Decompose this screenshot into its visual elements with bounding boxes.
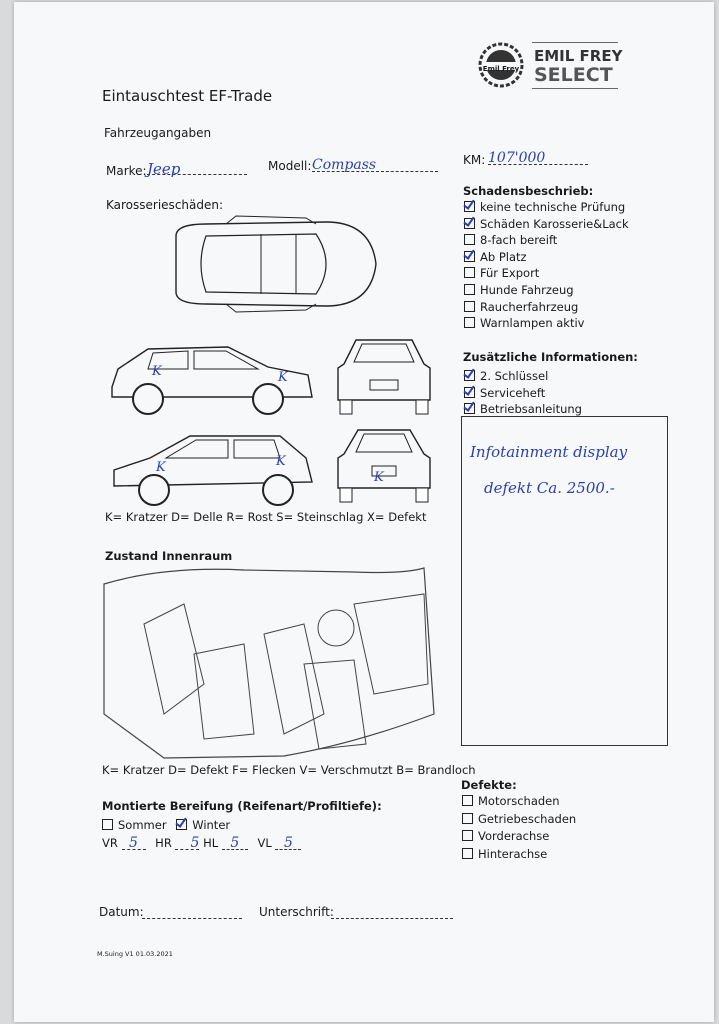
defect-item[interactable]: Hinterachse bbox=[462, 847, 576, 865]
defect-item[interactable]: Getriebeschaden bbox=[462, 812, 576, 830]
vl-label: VL bbox=[257, 836, 272, 850]
additional-info-list bbox=[464, 369, 582, 419]
winter-checkbox[interactable] bbox=[176, 819, 187, 830]
km-label: KM: bbox=[463, 153, 486, 167]
hr-value[interactable]: 5 bbox=[175, 835, 199, 850]
checkbox-icon[interactable] bbox=[464, 284, 475, 295]
damage-desc-item[interactable]: Schäden Karosserie&Lack bbox=[464, 217, 629, 234]
marke-field[interactable] bbox=[147, 159, 247, 178]
logo-line2: SELECT bbox=[534, 64, 613, 86]
winter-label: Winter bbox=[192, 818, 231, 832]
unterschrift-label: Unterschrift: bbox=[259, 905, 334, 919]
hl-value[interactable]: 5 bbox=[222, 835, 248, 850]
additional-info-heading: Zusätzliche Informationen: bbox=[463, 350, 638, 364]
km-value: 107'000 bbox=[488, 150, 588, 165]
checkbox-icon[interactable] bbox=[464, 251, 475, 262]
page-title: Eintauschtest EF-Trade bbox=[102, 87, 273, 105]
vr-value[interactable]: 5 bbox=[122, 835, 146, 850]
damage-mark-5: K bbox=[374, 470, 384, 485]
additional-item[interactable]: Betriebsanleitung bbox=[464, 402, 582, 419]
checkbox-icon[interactable] bbox=[464, 387, 475, 398]
vl-value[interactable]: 5 bbox=[275, 835, 301, 850]
damage-desc-list bbox=[464, 200, 629, 333]
defects-list bbox=[462, 794, 576, 864]
checkbox-icon[interactable] bbox=[464, 370, 475, 381]
damage-desc-item[interactable]: Hunde Fahrzeug bbox=[464, 283, 629, 300]
additional-item[interactable]: 2. Schlüssel bbox=[464, 369, 582, 386]
logo-line1: EMIL FREY bbox=[534, 47, 623, 65]
modell-label: Modell: bbox=[268, 159, 312, 173]
damage-desc-item[interactable]: 8-fach bereift bbox=[464, 233, 629, 250]
car-top-view-diagram bbox=[166, 216, 382, 312]
damage-mark-1: K bbox=[152, 364, 162, 379]
car-rear-diagram bbox=[332, 426, 436, 506]
additional-item[interactable]: Serviceheft bbox=[464, 386, 582, 403]
checkbox-icon[interactable] bbox=[464, 403, 475, 414]
defect-item[interactable]: Vorderachse bbox=[462, 829, 576, 847]
modell-field[interactable] bbox=[312, 154, 438, 173]
marke-value: Jeep bbox=[147, 160, 247, 175]
checkbox-icon[interactable] bbox=[462, 830, 473, 841]
interior-legend: K= Kratzer D= Defekt F= Flecken V= Verschmutzt B= Brandloch bbox=[102, 763, 476, 777]
version-note: M.Suing V1 01.03.2021 bbox=[97, 950, 173, 958]
vehicle-section-heading: Fahrzeugangaben bbox=[104, 126, 212, 140]
checkbox-icon[interactable] bbox=[464, 201, 475, 212]
modell-value: Compass bbox=[312, 157, 438, 172]
damage-mark-4: K bbox=[276, 454, 286, 469]
body-damage-legend: K= Kratzer D= Delle R= Rost S= Steinschlag X= Defekt bbox=[105, 510, 427, 524]
checkbox-icon[interactable] bbox=[464, 317, 475, 328]
checkbox-icon[interactable] bbox=[462, 813, 473, 824]
checkbox-icon[interactable] bbox=[462, 848, 473, 859]
defects-heading: Defekte: bbox=[461, 778, 517, 792]
datum-field[interactable] bbox=[142, 904, 242, 919]
checkbox-icon[interactable] bbox=[462, 795, 473, 806]
car-interior-diagram bbox=[104, 564, 436, 760]
interior-heading: Zustand Innenraum bbox=[105, 549, 233, 563]
logo-divider-bottom bbox=[532, 88, 618, 89]
unterschrift-field[interactable] bbox=[331, 904, 453, 919]
tire-depth-row bbox=[102, 835, 301, 850]
sommer-label: Sommer bbox=[118, 818, 167, 832]
checkbox-icon[interactable] bbox=[464, 234, 475, 245]
damage-desc-item[interactable]: keine technische Prüfung bbox=[464, 200, 629, 217]
km-field[interactable] bbox=[488, 147, 588, 166]
checkbox-icon[interactable] bbox=[464, 301, 475, 312]
marke-label: Marke: bbox=[106, 164, 147, 178]
note-line-1: Infotainment display bbox=[470, 443, 628, 461]
vr-label: VR bbox=[102, 836, 118, 850]
note-line-2: defekt Ca. 2500.- bbox=[484, 479, 615, 497]
sommer-checkbox[interactable] bbox=[102, 819, 113, 830]
tire-type-row bbox=[102, 818, 230, 832]
defect-item[interactable]: Motorschaden bbox=[462, 794, 576, 812]
form-sheet bbox=[14, 2, 714, 1022]
checkbox-icon[interactable] bbox=[464, 218, 475, 229]
damage-desc-item[interactable]: Warnlampen aktiv bbox=[464, 316, 629, 333]
car-front-diagram bbox=[332, 334, 436, 416]
hr-label: HR bbox=[155, 836, 172, 850]
body-damage-heading: Karosserieschäden: bbox=[106, 198, 224, 212]
notes-box[interactable] bbox=[461, 416, 668, 746]
checkbox-icon[interactable] bbox=[464, 267, 475, 278]
damage-mark-3: K bbox=[156, 460, 166, 475]
damage-mark-2: K bbox=[278, 370, 288, 385]
damage-desc-item[interactable]: Raucherfahrzeug bbox=[464, 300, 629, 317]
tires-heading: Montierte Bereifung (Reifenart/Profiltiefe): bbox=[102, 799, 382, 813]
car-right-side-diagram bbox=[110, 430, 316, 510]
damage-desc-item[interactable]: Ab Platz bbox=[464, 250, 629, 267]
logo-ring-text: Emil Frey bbox=[482, 65, 520, 73]
datum-label: Datum: bbox=[99, 905, 144, 919]
logo-divider bbox=[532, 42, 618, 43]
hl-label: HL bbox=[203, 836, 219, 850]
damage-desc-heading: Schadensbeschrieb: bbox=[463, 184, 594, 198]
damage-desc-item[interactable]: Für Export bbox=[464, 266, 629, 283]
